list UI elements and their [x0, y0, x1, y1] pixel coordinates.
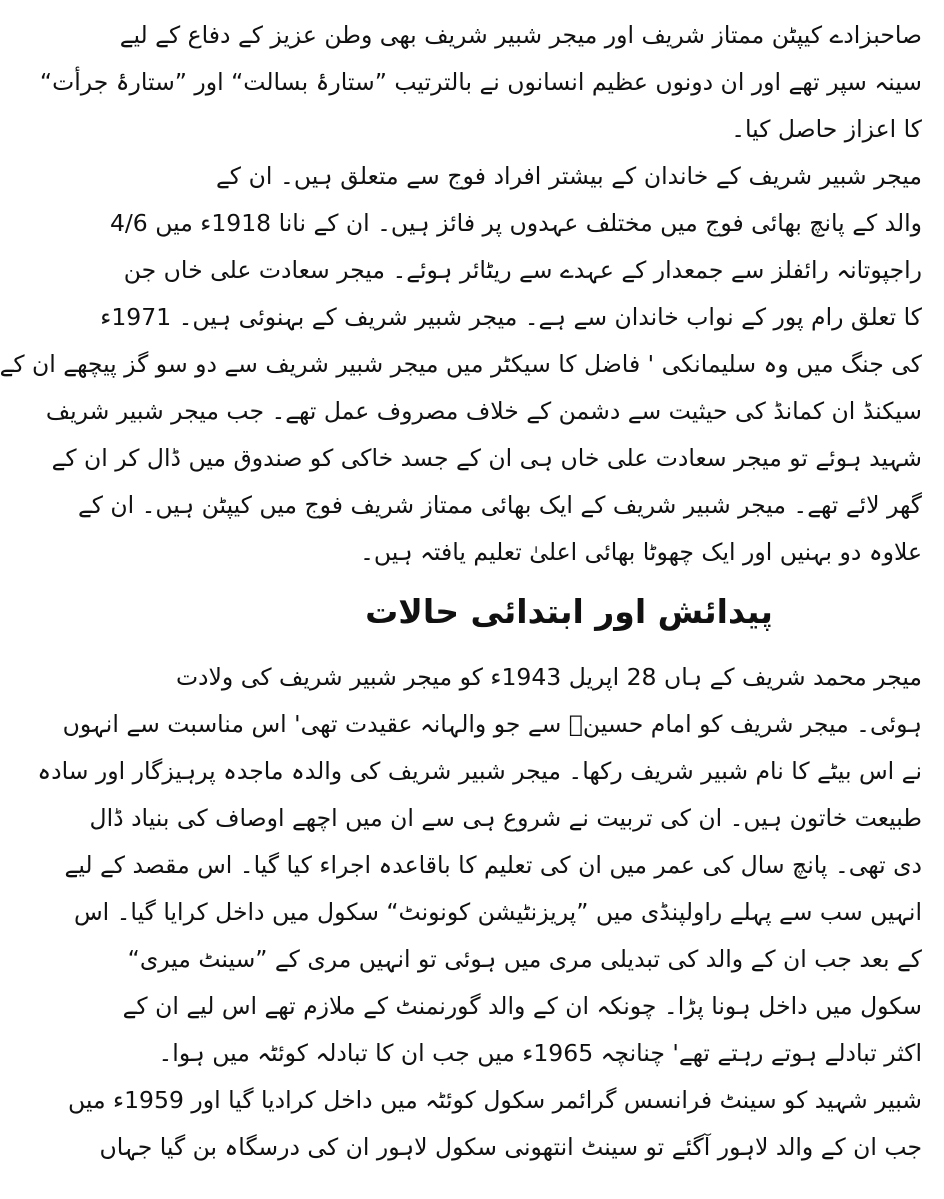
text-line: میجر محمد شریف کے ہاں 28 اپریل 1943ء کو میجر شبیر شریف کی ولادت: [175, 663, 922, 691]
text-line: ہوئی۔ میجر شریف کو امام حسینؓ سے جو والہانہ عقیدت تھی' اس مناسبت سے انہوں: [62, 710, 922, 738]
text-line: سینہ سپر تھے اور ان دونوں عظیم انسانوں نے بالترتیب ”ستارۂ بسالت“ اور ”ستارۂ جرأت“: [39, 68, 922, 96]
text-line: اکثر تبادلے ہوتے رہتے تھے' چنانچہ 1965ء میں جب ان کا تبادلہ کوئٹہ میں ہوا۔: [158, 1039, 922, 1067]
text-line: میجر شبیر شریف کے خاندان کے بیشتر افراد فوج سے متعلق ہیں۔ ان کے: [216, 162, 922, 190]
text-line: سیکنڈ ان کمانڈ کی حیثیت سے دشمن کے خلاف مصروف عمل تھے۔ جب میجر شبیر شریف: [45, 397, 922, 425]
text-line: صاحبزادے کیپٹن ممتاز شریف اور میجر شبیر شریف بھی وطن عزیز کے دفاع کے لیے: [119, 21, 922, 49]
text-line: دی تھی۔ پانچ سال کی عمر میں ان کی تعلیم کا باقاعدہ اجراء کیا گیا۔ اس مقصد کے لیے: [64, 851, 922, 879]
paragraph-3: [37, 654, 922, 1171]
text-line: شہید ہوئے تو میجر سعادت علی خاں ہی ان کے جسد خاکی کو صندوق میں ڈال کر ان کے: [51, 444, 922, 472]
text-line: طبیعت خاتون ہیں۔ ان کی تربیت نے شروع ہی سے ان میں اچھے اوصاف کی بنیاد ڈال: [89, 804, 922, 832]
text-line: کا تعلق رام پور کے نواب خاندان سے ہے۔ میجر شبیر شریف کے بہنوئی ہیں۔ 1971ء: [100, 303, 922, 331]
text-line: کی جنگ میں وہ سلیمانکی ' فاضل کا سیکٹر میں میجر شبیر شریف سے دو سو گز پیچھے ان کے: [0, 350, 922, 378]
text-line: راجپوتانہ رائفلز سے جمعدار کے عہدے سے ریٹائر ہوئے۔ میجر سعادت علی خاں جن: [123, 256, 922, 284]
text-line: انہیں سب سے پہلے راولپنڈی میں ”پریزنٹیشن کونونٹ“ سکول میں داخل کرایا گیا۔ اس: [73, 898, 922, 926]
text-line: سکول میں داخل ہونا پڑا۔ چونکہ ان کے والد گورنمنٹ کے ملازم تھے اس لیے ان کے: [122, 992, 922, 1020]
section-heading: پیدائش اور ابتدائی حالات: [365, 592, 773, 631]
text-line: جب ان کے والد لاہور آگئے تو سینٹ انتھونی سکول لاہور ان کی درسگاہ بن گیا جہاں: [99, 1133, 922, 1161]
text-line: گھر لائے تھے۔ میجر شبیر شریف کے ایک بھائی ممتاز شریف فوج میں کیپٹن ہیں۔ ان کے: [77, 491, 922, 519]
text-line: کے بعد جب ان کے والد کی تبدیلی مری میں ہوئی تو انہیں مری کے ”سینٹ میری“: [127, 945, 922, 973]
text-line: علاوہ دو بہنیں اور ایک چھوٹا بھائی اعلیٰ تعلیم یافتہ ہیں۔: [360, 538, 922, 566]
text-line: شبیر شہید کو سینٹ فرانسس گرائمر سکول کوئٹہ میں داخل کرادیا گیا اور 1959ء میں: [68, 1086, 922, 1114]
text-line: کا اعزاز حاصل کیا۔: [731, 115, 922, 143]
paragraph-2: [0, 153, 922, 576]
text-line: والد کے پانچ بھائی فوج میں مختلف عہدوں پر فائز ہیں۔ ان کے نانا 1918ء میں 4/6: [109, 209, 922, 237]
paragraph-1: [39, 12, 922, 153]
text-line: نے اس بیٹے کا نام شبیر شریف رکھا۔ میجر شبیر شریف کی والدہ ماجدہ پرہیزگار اور سادہ: [37, 757, 922, 785]
